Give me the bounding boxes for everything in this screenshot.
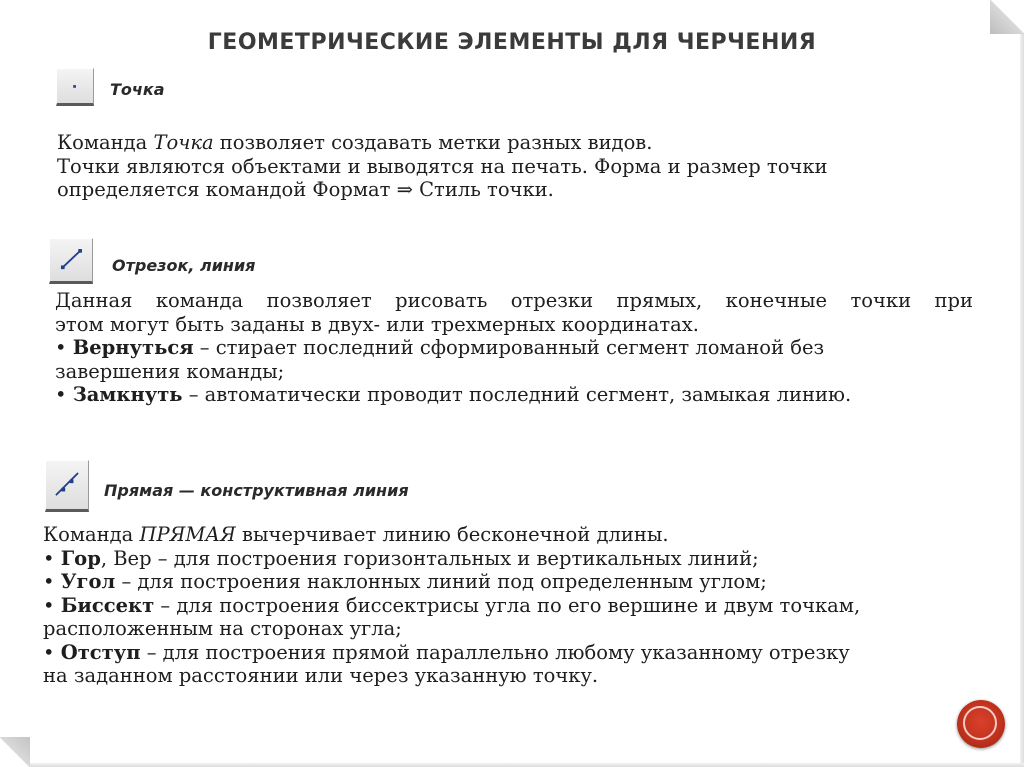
construction-bullet-offset-cont: на заданном расстоянии или через указанную точку. bbox=[43, 664, 599, 687]
segment-line-1: Данная команда позволяет рисовать отрезки прямых, конечные точки при bbox=[55, 289, 973, 312]
point-line-1: Команда Точка позволяет создавать метки разных видов. bbox=[57, 131, 653, 154]
segment-bullet-return-cont: завершения команды; bbox=[55, 359, 285, 383]
construction-bullet-bisect: • Биссект – для построения биссектрисы угла по его вершине и двум точкам, bbox=[43, 593, 861, 617]
page-corner-top-right bbox=[990, 0, 1024, 34]
construction-heading: Прямая — конструктивная линия bbox=[104, 481, 409, 500]
page-edge-right bbox=[1020, 34, 1024, 767]
construction-description bbox=[43, 523, 860, 688]
construction-bullet-hor: • Гор, Вер – для построения горизонтальных и вертикальных линий; bbox=[43, 546, 759, 570]
line-tool-icon bbox=[50, 239, 92, 281]
page-corner-bottom-left bbox=[0, 737, 30, 767]
segment-line-2: этом могут быть заданы в двух- или трехмерных координатах. bbox=[55, 312, 699, 336]
point-description bbox=[57, 131, 828, 202]
red-circle-ring bbox=[963, 706, 997, 740]
segment-description bbox=[55, 289, 973, 407]
point-tool-icon bbox=[57, 69, 93, 103]
line-tool-button bbox=[49, 238, 93, 284]
construction-line-icon bbox=[46, 461, 88, 509]
point-line-2: Точки являются объектами и выводятся на печать. Форма и размер точки bbox=[57, 154, 828, 178]
page-edge-bottom bbox=[30, 763, 1024, 767]
point-line-3: определяется командой Формат ⇒ Стиль точки. bbox=[57, 178, 554, 201]
construction-bullet-angle: • Угол – для построения наклонных линий под определенным углом; bbox=[43, 570, 767, 593]
segment-bullet-return: • Вернуться – стирает последний сформированный сегмент ломаной без bbox=[55, 336, 825, 359]
point-tool-button bbox=[56, 68, 94, 106]
segment-bullet-close: • Замкнуть – автоматически проводит последний сегмент, замыкая линию. bbox=[55, 383, 852, 406]
construction-line-tool-button bbox=[45, 460, 89, 512]
point-heading: Точка bbox=[110, 80, 165, 99]
construction-bullet-offset: • Отступ – для построения прямой параллельно любому указанному отрезку bbox=[43, 640, 850, 664]
construction-intro: Команда ПРЯМАЯ вычерчивает линию бесконечной длины. bbox=[43, 523, 669, 546]
slide-title: ГЕОМЕТРИЧЕСКИЕ ЭЛЕМЕНТЫ ДЛЯ ЧЕРЧЕНИЯ bbox=[207, 30, 817, 55]
construction-bullet-bisect-cont: расположенным на сторонах угла; bbox=[43, 617, 402, 640]
segment-heading: Отрезок, линия bbox=[112, 256, 256, 275]
red-circle-decoration bbox=[957, 700, 1005, 748]
